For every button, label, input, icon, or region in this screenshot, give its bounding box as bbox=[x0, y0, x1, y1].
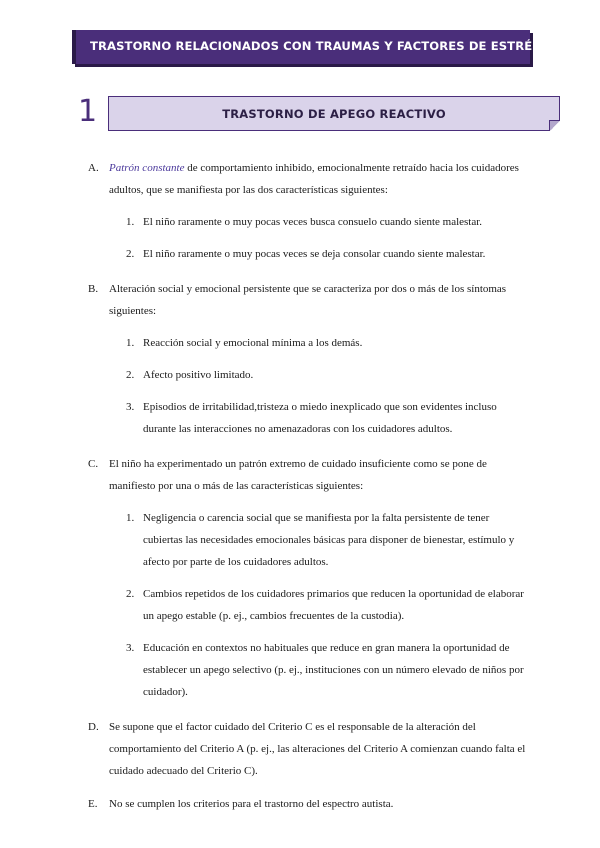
criterion-letter: C. bbox=[88, 458, 99, 470]
criterion-c bbox=[88, 453, 528, 497]
criterion-text: El niño ha experimentado un patrón extremo de cuidado insuficiente como se pone de manifiesto por una o más de las características siguientes: bbox=[109, 458, 487, 492]
item-number: 1. bbox=[126, 337, 135, 349]
item-number: 3. bbox=[126, 401, 135, 413]
list-item bbox=[88, 507, 528, 573]
criterion-text bbox=[109, 157, 528, 201]
section-title: TRASTORNO DE APEGO REACTIVO bbox=[222, 107, 446, 121]
criterion-a-items bbox=[88, 211, 528, 265]
item-text: Educación en contextos no habituales que reduce en gran manera la oportunidad de establecer un apego selectivo (p. ej., instituciones con un número elevado de niños por cuidador). bbox=[143, 642, 524, 698]
item-text: Cambios repetidos de los cuidadores primarios que reducen la oportunidad de elaborar un apego estable (p. ej., cambios frecuentes de la custodia). bbox=[143, 588, 524, 622]
criterion-text: Se supone que el factor cuidado del Criterio C es el responsable de la alteración del comportamiento del Criterio A (p. ej., las alteraciones del Criterio A comienzan cuando falta el cuidado adecuado del Criterio C). bbox=[109, 721, 526, 777]
item-text: El niño raramente o muy pocas veces se deja consolar cuando siente malestar. bbox=[143, 248, 486, 260]
chapter-title-text: TRASTORNO RELACIONADOS CON TRAUMAS Y FACTORES DE ESTRÉS bbox=[90, 39, 541, 53]
list-item bbox=[88, 364, 528, 386]
list-item bbox=[88, 637, 528, 703]
item-text: Reacción social y emocional mínima a los demás. bbox=[143, 337, 363, 349]
criterion-text: Alteración social y emocional persistente que se caracteriza por dos o más de los síntomas siguientes: bbox=[109, 283, 507, 317]
criterion-letter: D. bbox=[88, 721, 99, 733]
chapter-reference: [8] bbox=[541, 46, 555, 55]
item-text: El niño raramente o muy pocas veces busca consuelo cuando siente malestar. bbox=[143, 216, 483, 228]
list-item bbox=[88, 332, 528, 354]
list-item bbox=[88, 583, 528, 627]
criteria-list bbox=[88, 157, 528, 815]
criterion-a bbox=[88, 157, 528, 201]
criterion-c-items bbox=[88, 507, 528, 703]
item-number: 2. bbox=[126, 248, 135, 260]
item-number: 1. bbox=[126, 512, 135, 524]
chapter-title bbox=[90, 39, 555, 55]
item-text: Negligencia o carencia social que se manifiesta por la falta persistente de tener cubiertas las necesidades emocionales básicas para disponer de bienestar, estímulo y afecto por parte de los cuidadores adultos. bbox=[143, 512, 515, 568]
criterion-b bbox=[88, 278, 528, 322]
section-number: 1 bbox=[78, 94, 98, 129]
page-fold-decoration bbox=[549, 120, 560, 131]
item-number: 3. bbox=[126, 642, 135, 654]
criterion-text: No se cumplen los criterios para el trastorno del espectro autista. bbox=[109, 798, 394, 810]
criterion-d bbox=[88, 716, 528, 782]
list-item bbox=[88, 243, 528, 265]
section-title-box bbox=[108, 96, 560, 131]
criterion-letter: E. bbox=[88, 798, 98, 810]
criterion-letter: A. bbox=[88, 162, 99, 174]
item-number: 2. bbox=[126, 369, 135, 381]
criterion-body: de comportamiento inhibido, emocionalmente retraído hacia los cuidadores adultos, que se manifiesta por las dos características siguientes: bbox=[109, 162, 519, 196]
item-text: Afecto positivo limitado. bbox=[143, 369, 254, 381]
criterion-letter: B. bbox=[88, 283, 99, 295]
list-item bbox=[88, 396, 528, 440]
chapter-header bbox=[72, 30, 555, 64]
criterion-b-items bbox=[88, 332, 528, 440]
item-text: Episodios de irritabilidad,tristeza o miedo inexplicado que son evidentes incluso durante las interacciones no amenazadoras con los cuidadores adultos. bbox=[143, 401, 497, 435]
list-item bbox=[88, 211, 528, 233]
item-number: 2. bbox=[126, 588, 135, 600]
criterion-e bbox=[88, 793, 528, 815]
item-number: 1. bbox=[126, 216, 135, 228]
criterion-lead: Patrón constante bbox=[109, 162, 185, 174]
